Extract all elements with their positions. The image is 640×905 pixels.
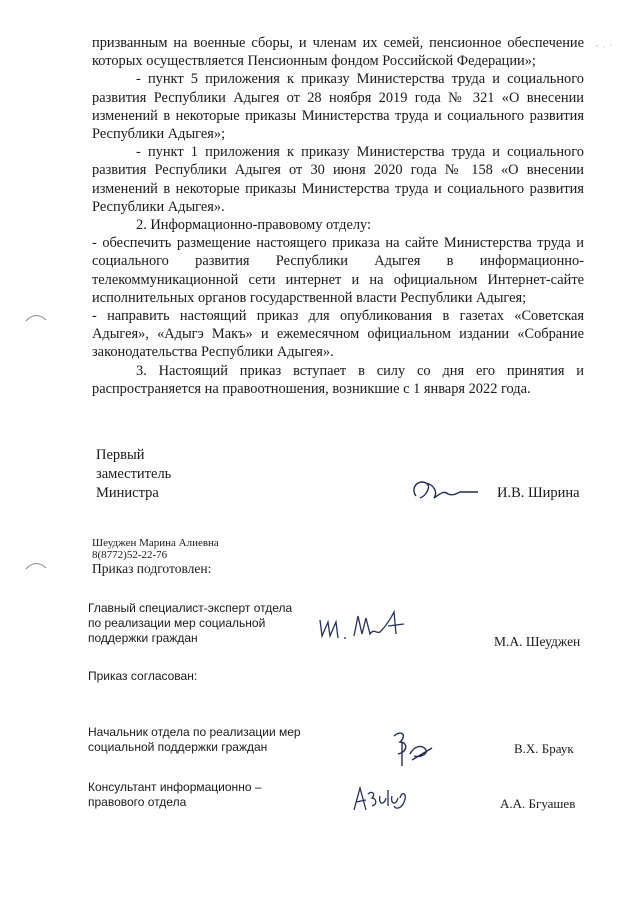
signer-title [96,446,171,503]
head-name: В.Х. Браук [514,741,574,756]
order-body-text [92,34,584,398]
signature-sheudzhen [316,608,408,648]
head-position-line1: Начальник отдела по реализации мер [88,725,301,739]
signer-title-line3: Министра [96,485,159,501]
preparer-full-name: Шеуджен Марина Алиевна [92,537,219,549]
preparer-phone: 8(8772)52-22-76 [92,549,168,561]
consultant-name: А.А. Бгуашев [500,796,576,811]
signer-title-line2: заместитель [96,466,172,482]
head-position-line2: социальной поддержки граждан [88,740,268,754]
signature-bguashev [348,780,412,816]
signature-brauk [386,726,440,770]
signature-shirina [404,474,484,504]
preparer-position-line3: поддержки граждан [88,631,198,645]
paragraph-publish-press: - направить настоящий приказ для опубликования в газетах «Советская Адыгея», «Адыгэ Макъ» и ежемесячном официальном издании «Собрание законодательства Республики Адыгея». [92,308,584,361]
paragraph-item-5: - пункт 5 приложения к приказу Министерства труда и социального развития Республики Адыгея от 28 ноября 2019 года № 321 «О внесении изменений в некоторые приказы Министерства труда и социального развития Республики Адыгея»; [92,71,584,143]
approved-label: Приказ согласован: [88,669,198,683]
paragraph-military-clause: призванным на военные сборы, и членам их семей, пенсионное обеспечение которых осуществляется Пенсионным фондом Российской Федерации»; [92,35,584,70]
paragraph-item-1: - пункт 1 приложения к приказу Министерства труда и социального развития Республики Адыгея от 30 июня 2020 года № 158 «О внесении изменений в некоторые приказы Министерства труда и социального развития Республики Адыгея». [92,144,584,215]
paragraph-section-2: 2. Информационно-правовому отделу: [136,217,372,234]
signer-name: И.В. Ширина [497,485,580,501]
consultant-position-line1: Консультант информационно – [88,780,262,794]
paragraph-section-3: 3. Настоящий приказ вступает в силу со дня его принятия и распространяется на правоотношения, возникшие с 1 января 2022 года. [92,362,584,397]
scan-speck-top-right [594,40,618,52]
preparer-short-name: М.А. Шеуджен [494,634,581,649]
prepared-label: Приказ подготовлен: [92,561,212,576]
preparer-position-line1: Главный специалист-эксперт отдела [88,601,293,615]
scan-mark-left-bottom [24,560,48,572]
scan-mark-left-top [24,312,48,324]
consultant-position-line2: правового отдела [88,795,187,809]
paragraph-publish-site: - обеспечить размещение настоящего приказа на сайте Министерства труда и социального развития Республики Адыгея в информационно-телекоммуникационной сети интернет и на официальном Интернет-сайте исполнительных органов государственной власти Республики Адыгея; [92,235,584,306]
preparer-position-line2: по реализации мер социальной [88,616,266,630]
signer-title-line1: Первый [96,447,145,463]
